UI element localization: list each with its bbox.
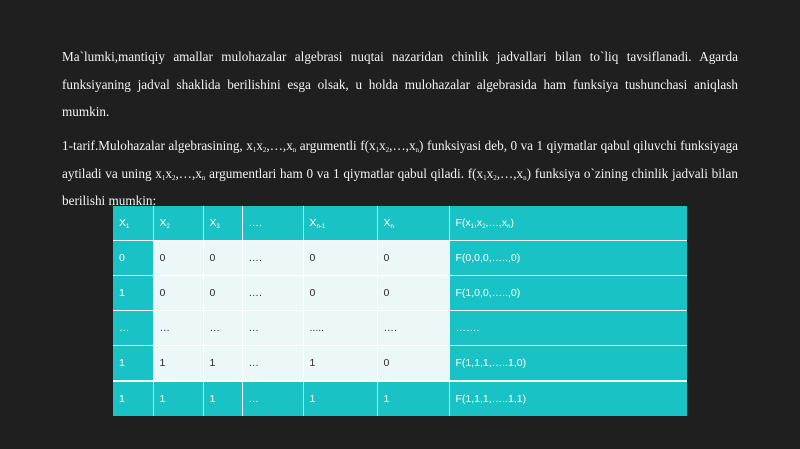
header-x-n-minus-1: $X_{n-1}$ xyxy=(303,206,377,241)
args-expr-1: $x_1x_2,\dots,x_n$ xyxy=(246,138,297,155)
truth-table xyxy=(113,206,687,416)
header-xn: $X_n$ xyxy=(377,206,449,241)
definition-paragraph xyxy=(62,132,738,215)
table-header-row xyxy=(113,206,687,241)
table-row: 1 1 1 … 1 0 F(1,1,1,…..1,0) xyxy=(113,346,687,382)
func-expr-2: $f(x_1x_2,\dots,x_n)$ xyxy=(467,165,532,182)
intro-paragraph: Ma`lumki,mantiqiy amallar mulohazalar algebrasi nuqtai nazaridan chinlik jadvallari bilan to`liq tavsiflanadi. Agarda funksiyaning jadval shaklida berilishini esga olsak, u holda mulohazalar algebrasida ham funksiya tushunchasi aniqlash mumkin. xyxy=(62,49,738,120)
table-row-highlighted: 1 1 1 … 1 1 F(1,1,1,…..1,1) xyxy=(113,381,687,416)
header-x1: $X_1$ xyxy=(113,206,153,241)
func-expr-1: $f(x_1x_2,\dots,x_n)$ xyxy=(360,138,424,155)
header-function: $F(x_1,x_2,\dots,x_n)$ xyxy=(449,206,687,241)
table-row: … … … … ..... …. ……. xyxy=(113,311,687,346)
def-text-e: funksiya o`zining chinlik jadvali bilan berilishi mumkin: xyxy=(62,165,739,209)
def-text-d: argumentlari ham 0 va 1 qiymatlar qabul qiladi. xyxy=(209,165,464,181)
header-ellipsis: …. xyxy=(242,206,303,241)
def-text-a: 1-tarif.Mulohazalar algebrasining, xyxy=(62,138,243,154)
header-x3: $X_3$ xyxy=(203,206,242,241)
args-expr-2: $x_1x_2,\dots,x_n$ xyxy=(155,165,206,182)
table-row: 0 0 0 …. 0 0 F(0,0,0,…..,0) xyxy=(113,241,687,276)
header-x2: $X_2$ xyxy=(153,206,203,241)
def-text-b: argumentli xyxy=(299,138,357,154)
def-text-c: funksiyasi deb, 0 va 1 qiymatlar qabul qiluvchi funksiyaga aytiladi va uning xyxy=(62,138,739,181)
table-row: 1 0 0 …. 0 0 F(1,0,0,…..,0) xyxy=(113,276,687,311)
